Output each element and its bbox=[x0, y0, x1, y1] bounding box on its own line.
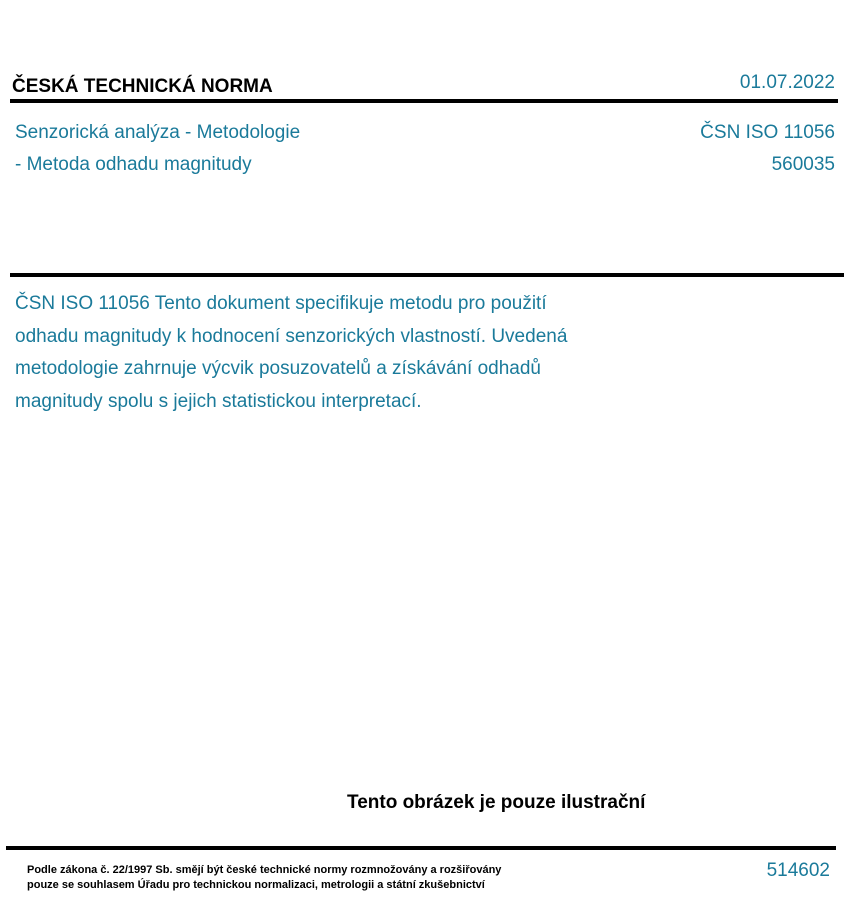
legal-notice-line-1: Podle zákona č. 22/1997 Sb. smějí být české technické normy rozmnožovány a rozšiřovány bbox=[27, 864, 502, 876]
description-line-1: ČSN ISO 11056 Tento dokument specifikuje metodu pro použití bbox=[15, 293, 547, 314]
top-divider bbox=[10, 99, 838, 103]
classification-number: 560035 bbox=[771, 154, 835, 175]
legal-notice bbox=[27, 863, 501, 893]
middle-divider bbox=[10, 273, 844, 277]
publication-date: 01.07.2022 bbox=[739, 72, 835, 93]
standard-identifiers bbox=[700, 117, 835, 181]
standard-title-line-2: - Metoda odhadu magnitudy bbox=[15, 154, 252, 175]
standard-code: ČSN ISO 11056 bbox=[700, 122, 835, 143]
bottom-divider bbox=[6, 846, 836, 850]
norm-type-heading: ČESKÁ TECHNICKÁ NORMA bbox=[12, 76, 273, 97]
standard-title bbox=[15, 117, 300, 181]
description-line-3: metodologie zahrnuje výcvik posuzovatelů a získávání odhadů bbox=[15, 358, 541, 379]
standard-title-line-1: Senzorická analýza - Metodologie bbox=[15, 122, 301, 143]
legal-notice-line-2: pouze se souhlasem Úřadu pro technickou normalizaci, metrologii a státní zkušebnictví bbox=[27, 879, 485, 891]
document-number: 514602 bbox=[766, 860, 830, 881]
standard-description bbox=[15, 288, 655, 418]
description-line-4: magnitudy spolu s jejich statistickou interpretací. bbox=[15, 390, 422, 412]
illustration-note: Tento obrázek je pouze ilustrační bbox=[347, 792, 646, 813]
description-line-2: odhadu magnitudy k hodnocení senzorických vlastností. Uvedená bbox=[15, 325, 568, 347]
